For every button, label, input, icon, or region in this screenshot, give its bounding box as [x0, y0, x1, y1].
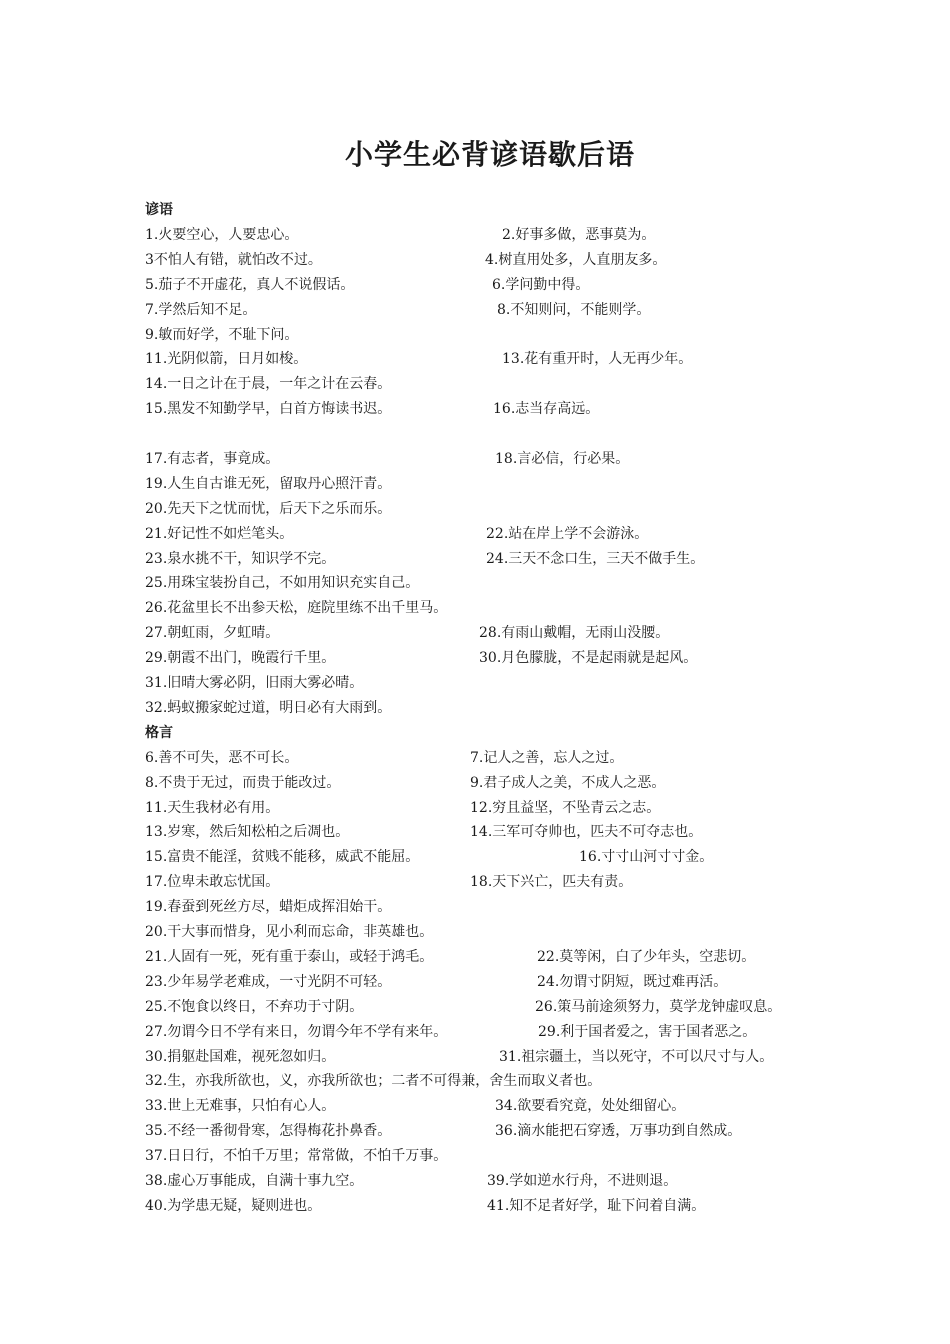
list-row	[145, 1094, 905, 1119]
list-row	[145, 995, 905, 1020]
section-heading-proverbs: 谚语	[145, 202, 173, 218]
list-row	[145, 820, 905, 845]
maxim-item: 18.天下兴亡，匹夫有责。	[470, 874, 633, 891]
list-row	[145, 472, 905, 497]
maxim-item: 34.欲要看究竟，处处细留心。	[495, 1098, 686, 1115]
proverb-item: 26.花盆里长不出参天松，庭院里练不出千里马。	[145, 600, 448, 617]
list-row	[145, 248, 905, 273]
maxim-item: 7.记人之善，忘人之过。	[470, 749, 624, 766]
maxim-item: 41.知不足者好学，耻下问着自满。	[487, 1197, 706, 1214]
maxim-item: 27.勿谓今日不学有来日，勿谓今年不学有来年。	[145, 1023, 448, 1040]
proverb-item: 28.有雨山戴帽，无雨山没腰。	[479, 625, 670, 642]
blank-line	[145, 422, 905, 447]
list-row	[145, 298, 905, 323]
proverb-item: 9.敏而好学，不耻下问。	[145, 326, 299, 343]
maxim-item: 31.祖宗疆土，当以死守，不可以尺寸与人。	[499, 1048, 774, 1065]
proverb-item: 17.有志者，事竟成。	[145, 451, 280, 468]
maxim-item: 29.利于国者爱之，害于国者恶之。	[538, 1023, 757, 1040]
list-row	[145, 1069, 905, 1094]
list-row	[145, 1119, 905, 1144]
list-row	[145, 621, 905, 646]
maxim-item: 20.干大事而惜身，见小利而忘命，非英雄也。	[145, 924, 434, 941]
list-row	[145, 273, 905, 298]
list-row	[145, 571, 905, 596]
list-row	[145, 970, 905, 995]
list-row	[145, 646, 905, 671]
document-body	[145, 198, 905, 1219]
proverb-item: 32.蚂蚁搬家蛇过道，明日必有大雨到。	[145, 699, 392, 716]
maxim-item: 17.位卑未敢忘忧国。	[145, 874, 280, 891]
proverb-item: 27.朝虹雨，夕虹晴。	[145, 625, 280, 642]
list-row	[145, 671, 905, 696]
list-row	[145, 547, 905, 572]
maxim-item: 16.寸寸山河寸寸金。	[579, 849, 714, 866]
maxim-item: 8.不贵于无过，而贵于能改过。	[145, 774, 341, 791]
maxim-item: 21.人固有一死，死有重于泰山，或轻于鸿毛。	[145, 948, 434, 965]
maxim-item: 30.捐躯赴国难，视死忽如归。	[145, 1048, 336, 1065]
list-row	[145, 397, 905, 422]
maxim-item: 13.岁寒，然后知松柏之后凋也。	[145, 824, 350, 841]
proverb-item: 16.志当存高远。	[493, 401, 600, 418]
maxim-item: 35.不经一番彻骨寒，怎得梅花扑鼻香。	[145, 1123, 392, 1140]
maxim-item: 9.君子成人之美，不成人之恶。	[470, 774, 666, 791]
maxim-item: 11.天生我材必有用。	[145, 799, 280, 816]
list-row	[145, 323, 905, 348]
list-row	[145, 347, 905, 372]
list-row	[145, 771, 905, 796]
list-row	[145, 1045, 905, 1070]
proverb-item: 14.一日之计在于晨，一年之计在云春。	[145, 376, 392, 393]
section-heading-maxims: 格言	[145, 724, 173, 741]
proverb-item: 1.火要空心，人要忠心。	[145, 227, 299, 243]
list-row	[145, 945, 905, 970]
proverb-item: 31.旧晴大雾必阴，旧雨大雾必晴。	[145, 675, 364, 692]
proverb-item: 24.三天不念口生，三天不做手生。	[486, 550, 705, 567]
proverb-item: 23.泉水挑不干，知识学不完。	[145, 550, 336, 567]
maxim-item: 39.学如逆水行舟，不进则退。	[487, 1172, 678, 1189]
proverb-item: 25.用珠宝装扮自己，不如用知识充实自己。	[145, 575, 420, 592]
proverb-item: 3不怕人有错，就怕改不过。	[145, 251, 322, 268]
maxim-item: 25.不饱食以终日，不弃功于寸阴。	[145, 998, 364, 1015]
proverb-item: 18.言必信，行必果。	[495, 451, 630, 468]
proverb-item: 11.光阴似箭，日月如梭。	[145, 351, 308, 368]
proverb-item: 2.好事多做，恶事莫为。	[502, 227, 656, 243]
list-row	[145, 1020, 905, 1045]
maxim-item: 38.虚心万事能成，自满十事九空。	[145, 1172, 364, 1189]
proverb-item: 20.先天下之忧而忧，后天下之乐而乐。	[145, 500, 392, 517]
maxim-item: 12.穷且益坚，不坠青云之志。	[470, 799, 661, 816]
maxim-item: 22.莫等闲，白了少年头，空悲切。	[537, 948, 756, 965]
proverb-item: 7.学然后知不足。	[145, 301, 257, 318]
proverb-item: 21.好记性不如烂笔头。	[145, 525, 294, 542]
maxim-item: 15.富贵不能淫，贫贱不能移，威武不能屈。	[145, 849, 420, 866]
proverb-item: 5.茄子不开虚花，真人不说假话。	[145, 276, 355, 293]
list-row	[145, 1144, 905, 1169]
maxim-item: 26.策马前途须努力，莫学龙钟虚叹息。	[535, 998, 782, 1015]
list-row	[145, 223, 905, 248]
proverb-item: 15.黑发不知勤学早，白首方悔读书迟。	[145, 401, 392, 418]
proverb-item: 8.不知则问，不能则学。	[497, 301, 651, 318]
maxim-item: 37.日日行，不怕千万里；常常做，不怕千万事。	[145, 1148, 448, 1165]
list-row	[145, 447, 905, 472]
proverb-item: 13.花有重开时，人无再少年。	[502, 351, 693, 368]
maxim-item: 14.三军可夺帅也，匹夫不可夺志也。	[470, 824, 703, 841]
maxim-item: 33.世上无难事，只怕有心人。	[145, 1098, 336, 1115]
list-row	[145, 746, 905, 771]
list-row	[145, 596, 905, 621]
list-row	[145, 895, 905, 920]
proverb-item: 6.学问勤中得。	[492, 276, 590, 293]
list-row	[145, 1194, 905, 1219]
list-row	[145, 796, 905, 821]
maxim-item: 32.生，亦我所欲也，义，亦我所欲也；二者不可得兼，舍生而取义者也。	[145, 1073, 602, 1090]
proverb-item: 22.站在岸上学不会游泳。	[486, 525, 649, 542]
list-row	[145, 920, 905, 945]
list-row	[145, 870, 905, 895]
maxim-item: 23.少年易学老难成，一寸光阴不可轻。	[145, 973, 392, 990]
proverb-item: 4.树直用处多，人直朋友多。	[485, 251, 667, 268]
list-row	[145, 696, 905, 721]
proverb-item: 19.人生自古谁无死，留取丹心照汗青。	[145, 475, 392, 492]
maxim-item: 6.善不可失，恶不可长。	[145, 749, 299, 766]
proverb-item: 30.月色朦胧，不是起雨就是起风。	[479, 650, 698, 667]
maxim-item: 40.为学患无疑，疑则进也。	[145, 1197, 322, 1214]
list-row	[145, 372, 905, 397]
page-title: 小学生必背谚语歇后语	[344, 138, 635, 171]
maxim-item: 24.勿谓寸阴短，既过难再活。	[537, 973, 728, 990]
list-row	[145, 845, 905, 870]
list-row	[145, 522, 905, 547]
list-row	[145, 497, 905, 522]
list-row	[145, 1169, 905, 1194]
proverb-item: 29.朝霞不出门，晚霞行千里。	[145, 650, 336, 667]
maxim-item: 19.春蚕到死丝方尽，蜡炬成挥泪始干。	[145, 899, 392, 916]
maxim-item: 36.滴水能把石穿透，万事功到自然成。	[495, 1123, 742, 1140]
